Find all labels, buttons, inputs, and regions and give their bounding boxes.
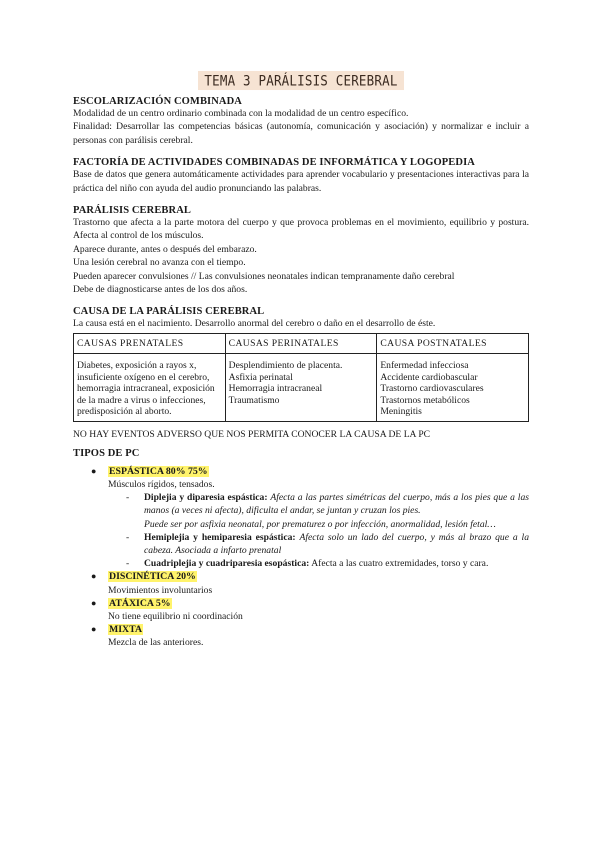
dash-icon: - xyxy=(126,531,130,543)
heading-factoria: FACTORÍA DE ACTIVIDADES COMBINADAS DE INFORMÁTICA Y LOGOPEDIA xyxy=(73,157,475,169)
header-postnatales: CAUSA POSTNATALES xyxy=(377,333,529,353)
table-row xyxy=(74,354,529,422)
paralisis-line-1: Trastorno que afecta a la parte motora del cuerpo y que provoca problemas en el movimiento, equilibrio y postura. Afecta al control de los músculos. xyxy=(73,217,529,242)
type-label-espastica: ESPÁSTICA 80% 75% xyxy=(109,465,208,477)
mixta-desc: Mezcla de las anteriores. xyxy=(108,637,204,649)
cell-text: Diabetes, exposición a rayos x, insuficiente oxígeno en el cerebro, hemorragia intracraneal, exposición de la madre a virus o infecciones, predisposición al aborto. xyxy=(77,360,215,417)
header-perinatales: CAUSAS PERINATALES xyxy=(225,333,377,353)
paralisis-line-2: Aparece durante, antes o después del embarazo. xyxy=(73,243,257,255)
heading-causa: CAUSA DE LA PARÁLISIS CEREBRAL xyxy=(73,306,265,318)
document-title: TEMA 3 PARÁLISIS CEREBRAL xyxy=(198,71,403,90)
text-hemiplejia: Afecta solo un lado del cuerpo, y más al brazo que a la cabeza. Asociada a infarto prenatal xyxy=(144,531,529,556)
dash-icon: - xyxy=(126,492,130,504)
cell-perinatales xyxy=(225,354,377,422)
heading-paralisis: PARÁLISIS CEREBRAL xyxy=(73,205,192,217)
document-page xyxy=(73,72,529,650)
term-cuadriplejia: Cuadriplejia y cuadriparesia esopástica: xyxy=(144,558,310,570)
ataxica-desc: No tiene equilibrio ni coordinación xyxy=(108,610,243,622)
cell-text: Accidente cardiobascular xyxy=(380,371,478,383)
type-label-mixta: MIXTA xyxy=(109,624,143,636)
sub-item-cuadriplejia xyxy=(73,557,529,570)
sub-item-hemiplejia xyxy=(73,531,529,557)
table-header-row xyxy=(74,333,529,353)
list-item-espastica xyxy=(73,465,529,478)
sub-item-diplejia-extra xyxy=(73,518,529,531)
heading-escolarizacion: ESCOLARIZACIÓN COMBINADA xyxy=(73,96,242,107)
cell-text: Trastornos metabólicos xyxy=(380,394,470,406)
escolarizacion-line-2: Finalidad: Desarrollar las competencias básicas (autonomía, comunicación y asociación) y normalizar e incluir a personas con parálisis cerebral. xyxy=(73,121,529,146)
text-cuadriplejia: Afecta a las cuatro extremidades, torso y cara. xyxy=(311,558,489,570)
title-wrap xyxy=(73,72,529,90)
cell-text: Trastorno cardiovasculares xyxy=(380,383,484,395)
text-diplejia: Afecta a las partes simétricas del cuerpo, más a los pies que a las manos (a veces ni afecta), dificulta el andar, se juntan y cruzan los pies. xyxy=(144,492,529,517)
bullet-icon: ● xyxy=(91,465,97,476)
cell-text: Traumatismo xyxy=(228,394,280,406)
cell-prenatales xyxy=(74,354,226,422)
causes-table xyxy=(73,333,529,422)
paralisis-line-5: Debe de diagnosticarse antes de los dos años. xyxy=(73,284,248,296)
type-label-discinetica: DISCINÉTICA 20% xyxy=(109,571,196,583)
cell-text: Enfermedad infecciosa xyxy=(380,360,469,372)
discinetica-desc: Movimientos involuntarios xyxy=(108,584,213,596)
header-prenatales: CAUSAS PRENATALES xyxy=(74,333,226,353)
term-diplejia: Diplejia y diparesia espástica: xyxy=(144,492,268,504)
paralisis-line-4: Pueden aparecer convulsiones // Las convulsiones neonatales indican tempranamente daño cerebral xyxy=(73,270,455,282)
bullet-icon: ● xyxy=(91,571,97,582)
list-item-discinetica xyxy=(73,570,529,583)
paralisis-line-3: Una lesión cerebral no avanza con el tiempo. xyxy=(73,257,246,269)
list-item-mixta xyxy=(73,623,529,636)
list-item-ataxica xyxy=(73,597,529,610)
cell-text: Meningitis xyxy=(380,405,422,417)
term-hemiplejia: Hemiplejia y hemiparesia espástica: xyxy=(144,531,296,543)
cell-postnatales xyxy=(377,354,529,422)
cell-text: Desplendimiento de placenta. xyxy=(228,360,343,372)
type-label-ataxica: ATÁXICA 5% xyxy=(109,597,171,609)
factoria-line-1: Base de datos que genera automáticamente actividades para aprender vocabulario y presentaciones interactivas para la práctica del niño con ayuda del audio pronunciando las palabras. xyxy=(73,169,529,194)
causa-intro: La causa está en el nacimiento. Desarrollo anormal del cerebro o daño en el desarrollo de éste. xyxy=(73,318,436,330)
causa-note: NO HAY EVENTOS ADVERSO QUE NOS PERMITA CONOCER LA CAUSA DE LA PC xyxy=(73,429,431,441)
escolarizacion-line-1: Modalidad de un centro ordinario combinada con la modalidad de un centro específico. xyxy=(73,108,409,119)
sub-item-diplejia xyxy=(73,491,529,517)
espastica-desc: Músculos rígidos, tensados. xyxy=(108,478,215,490)
bullet-icon: ● xyxy=(91,624,97,635)
text-diplejia-extra: Puede ser por asfixia neonatal, por prematurez o por infección, anormalidad, lesión fetal… xyxy=(144,518,496,530)
cell-text: Hemorragia intracraneal xyxy=(228,383,323,395)
heading-tipos: TIPOS DE PC xyxy=(73,447,140,459)
cell-text: Asfixia perinatal xyxy=(228,371,293,383)
bullet-icon: ● xyxy=(91,597,97,608)
dash-icon: - xyxy=(126,558,130,570)
